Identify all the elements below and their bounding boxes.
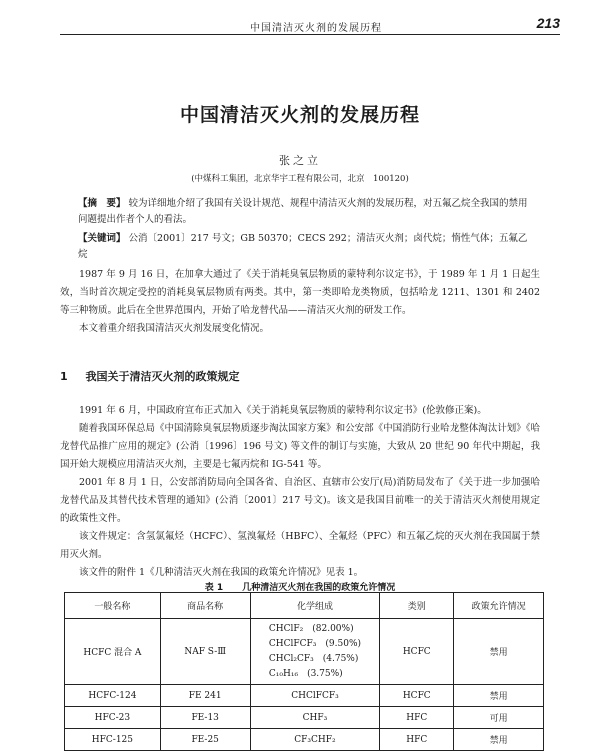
header-cell: 政策允许情况 — [454, 593, 544, 619]
category: HCFC — [380, 619, 454, 685]
category: HCFC — [380, 685, 454, 707]
chemical-composition: CF₃CHF₂ — [250, 729, 380, 751]
header-cell: 化学组成 — [250, 593, 380, 619]
policy-status: 禁用 — [454, 619, 544, 685]
trade-name: NAF S-Ⅲ — [160, 619, 250, 685]
abstract-block — [78, 196, 528, 266]
header-cell: 商品名称 — [160, 593, 250, 619]
abstract-text: 较为详细地介绍了我国有关设计规范、规程中清洁灭火剂的发展历程，对五氟乙烷全我国的禁用问题提出作者个人的看法。 — [78, 198, 528, 225]
policy-table — [64, 592, 544, 751]
agent-name: HFC-23 — [65, 707, 161, 729]
section-title: 我国关于清洁灭火剂的政策规定 — [85, 370, 240, 383]
agent-name: HCFC-124 — [65, 685, 161, 707]
body-paragraph: 1991 年 6 月，中国政府宣布正式加入《关于消耗臭氧层物质的蒙特利尔议定书》(伦敦修正案)。 — [79, 405, 487, 416]
body-paragraph: 随着我国环保总局《中国清除臭氧层物质逐步淘汰国家方案》和公安部《中国消防行业哈龙整体淘汰计划》《哈龙替代品推广应用的规定》(公消〔1996〕196 号文) 等文件的制订与实施，大致从 20 世纪 90 年代中期起，我国开始大规模应用清洁灭火剂，主要是七氟丙烷和 IG-541 等。 — [60, 423, 540, 470]
body-paragraph: 该文件规定：含氢氯氟烃（HCFC）、氢溴氟烃（HBFC）、全氟烃（PFC）和五氟乙烷的灭火剂在我国属于禁用灭火剂。 — [60, 531, 540, 560]
keywords — [78, 231, 528, 263]
keywords-text: 公消〔2001〕217 号文；GB 50370；CECS 292；清洁灭火剂；卤代烷；惰性气体；五氟乙烷 — [78, 233, 528, 260]
paper-title: 中国清洁灭火剂的发展历程 — [179, 104, 420, 126]
body-paragraph: 该文件的附件 1《几种清洁灭火剂在我国的政策允许情况》见表 1。 — [79, 567, 364, 578]
policy-status: 禁用 — [454, 729, 544, 751]
intro-paragraph: 1987 年 9 月 16 日，在加拿大通过了《关于消耗臭氧层物质的蒙特利尔议定书》，于 1989 年 1 月 1 日起生效，当时首次规定受控的消耗臭氧层物质有两类。其中，第一类即哈龙类物质，包括哈龙 1211、1301 和 2402 等三种物质。此后在全世界范围内，开始了哈龙替代品——清洁灭火剂的研发工作。 — [60, 269, 540, 316]
table-caption-text: 几种清洁灭火剂在我国的政策允许情况 — [242, 583, 396, 593]
category: HFC — [380, 729, 454, 751]
table-header-row — [65, 593, 544, 619]
formula-line: CHClFCF₃ (9.50%) — [268, 638, 362, 649]
formula-line: C₁₀H₁₆ (3.75%) — [268, 668, 343, 679]
running-head-title: 中国清洁灭火剂的发展历程 — [250, 23, 382, 34]
table-row — [65, 619, 544, 685]
header-cell: 类别 — [380, 593, 454, 619]
policy-status: 可用 — [454, 707, 544, 729]
page-number: 213 — [536, 15, 560, 31]
table-row — [65, 729, 544, 751]
intro-section — [60, 266, 540, 338]
table-row — [65, 707, 544, 729]
table-number: 表 1 — [204, 583, 224, 593]
category: HFC — [380, 707, 454, 729]
policy-status: 禁用 — [454, 685, 544, 707]
table-row — [65, 685, 544, 707]
chemical-composition: CHF₃ — [250, 707, 380, 729]
header-cell: 一般名称 — [65, 593, 161, 619]
agent-name: HCFC 混合 A — [65, 619, 161, 685]
body-paragraph: 2001 年 8 月 1 日，公安部消防局向全国各省、自治区、直辖市公安厅(局)消防局发布了《关于进一步加强哈龙替代品及其替代技术管理的通知》(公消〔2001〕217 号文)。该文是我国目前唯一的关于清洁灭火剂使用规定的政策性文件。 — [60, 477, 540, 524]
trade-name: FE-13 — [160, 707, 250, 729]
section1-body — [60, 402, 540, 582]
trade-name: FE-25 — [160, 729, 250, 751]
abstract — [78, 196, 528, 228]
chemical-composition: CHClFCF₃ — [250, 685, 380, 707]
running-head — [60, 14, 560, 35]
keywords-label: 【关键词】 — [78, 233, 126, 244]
affiliation: (中煤科工集团，北京华宇工程有限公司，北京 100120) — [191, 174, 409, 184]
formula-line: CHClF₂ (82.00%) — [268, 623, 354, 634]
section-number: 1 — [60, 370, 68, 383]
intro-paragraph: 本文着重介绍我国清洁灭火剂发展变化情况。 — [79, 323, 270, 334]
agent-name: HFC-125 — [65, 729, 161, 751]
section-heading — [60, 368, 240, 384]
author: 张之立 — [279, 154, 321, 167]
trade-name: FE 241 — [160, 685, 250, 707]
abstract-label: 【摘 要】 — [78, 198, 126, 209]
formula-line: CHCl₂CF₃ (4.75%) — [268, 653, 359, 664]
chemical-composition — [250, 619, 380, 685]
